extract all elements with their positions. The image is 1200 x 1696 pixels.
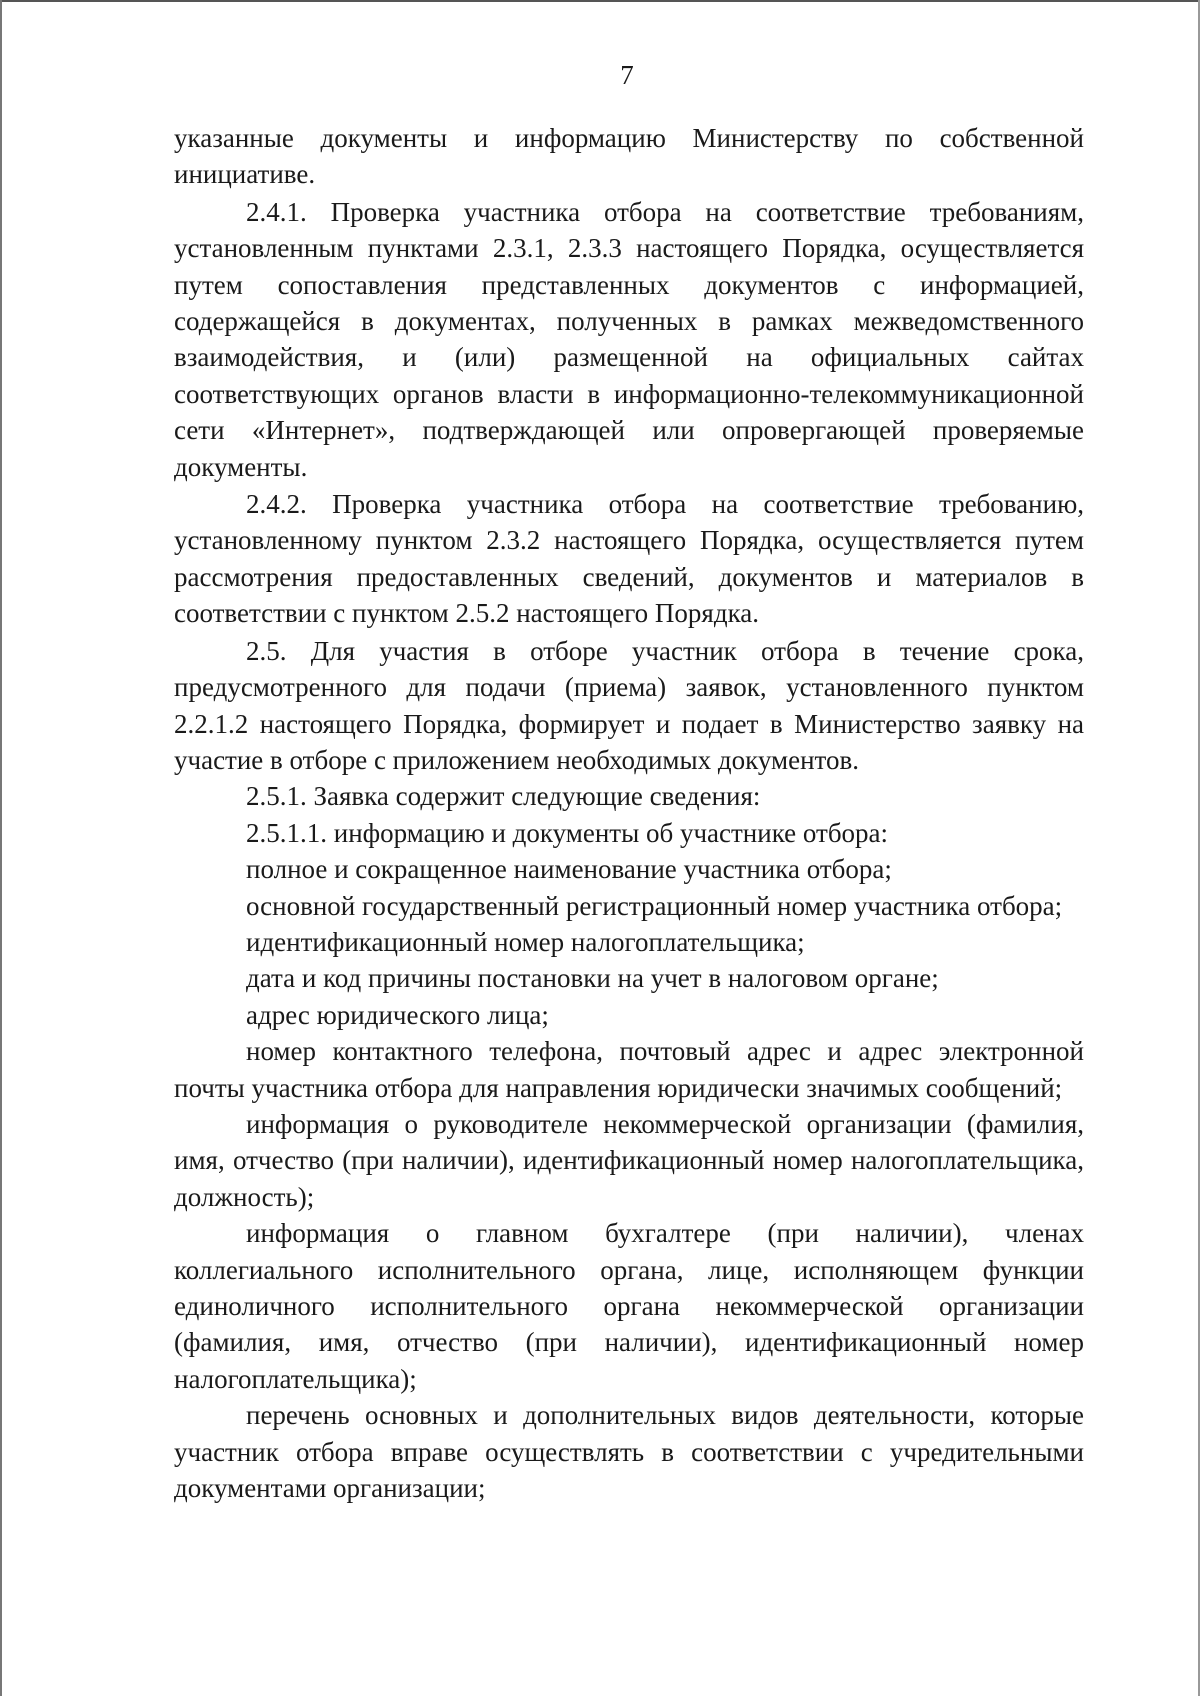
list-item-name: полное и сокращенное наименование участника отбора; xyxy=(246,854,892,885)
paragraph-2-4-2: 2.4.2. Проверка участника отбора на соответствие требованию, установленному пунктом 2.3.2 настоящего Порядка, осуществляется путем рассмотрения предоставленных сведений, документов и материалов в соответствии с пунктом 2.5.2 настоящего Порядка. xyxy=(174,489,1084,629)
paragraph-2-4-1: 2.4.1. Проверка участника отбора на соответствие требованиям, установленным пунктами 2.3.1, 2.3.3 настоящего Порядка, осуществляется путем сопоставления представленных документов с информацией, содержащейся в документах, полученных в рамках межведомственного взаимодействия, и (или) размещенной на официальных сайтах соответствующих органов власти в информационно-телекоммуникационной сети «Интернет», подтверждающей или опровергающей проверяемые документы. xyxy=(174,196,1084,482)
paragraph-continuation: указанные документы и информацию Министерству по собственной инициативе. xyxy=(174,123,1084,190)
list-item-director-info: информация о руководителе некоммерческой организации (фамилия, имя, отчество (при наличии), идентификационный номер налогоплательщика, должность); xyxy=(174,1108,1084,1212)
paragraph-2-5-1-1: 2.5.1.1. информацию и документы об участнике отбора: xyxy=(246,817,889,848)
paragraph-2-5: 2.5. Для участия в отборе участник отбора в течение срока, предусмотренного для подачи (приема) заявок, установленного пунктом 2.2.1.2 настоящего Порядка, формирует и подает в Министерство заявку на участие в отборе с приложением необходимых документов. xyxy=(174,635,1084,775)
scan-border-left xyxy=(0,0,2,1696)
list-item-activities: перечень основных и дополнительных видов деятельности, которые участник отбора вправе осуществлять в соответствии с учредительными документами организации; xyxy=(174,1400,1084,1504)
page-number: 7 xyxy=(620,60,634,90)
paragraph-2-5-1: 2.5.1. Заявка содержит следующие сведения: xyxy=(246,781,761,812)
list-item-accountant-info: информация о главном бухгалтере (при наличии), членах коллегиального исполнительного органа, лице, исполняющем функции единоличного исполнительного органа некоммерческой организации (фамилия, имя, отчество (при наличии), идентификационный номер налогоплательщика); xyxy=(174,1218,1084,1394)
list-item-ogrn: основной государственный регистрационный номер участника отбора; xyxy=(246,890,1063,921)
list-item-registration-date: дата и код причины постановки на учет в налоговом органе; xyxy=(246,963,939,994)
list-item-contacts: номер контактного телефона, почтовый адрес и адрес электронной почты участника отбора для направления юридически значимых сообщений; xyxy=(174,1036,1084,1103)
document-body xyxy=(174,120,1084,1506)
list-item-inn: идентификационный номер налогоплательщика; xyxy=(246,926,805,957)
list-item-legal-address: адрес юридического лица; xyxy=(246,999,549,1030)
scan-border-top xyxy=(0,0,1200,2)
